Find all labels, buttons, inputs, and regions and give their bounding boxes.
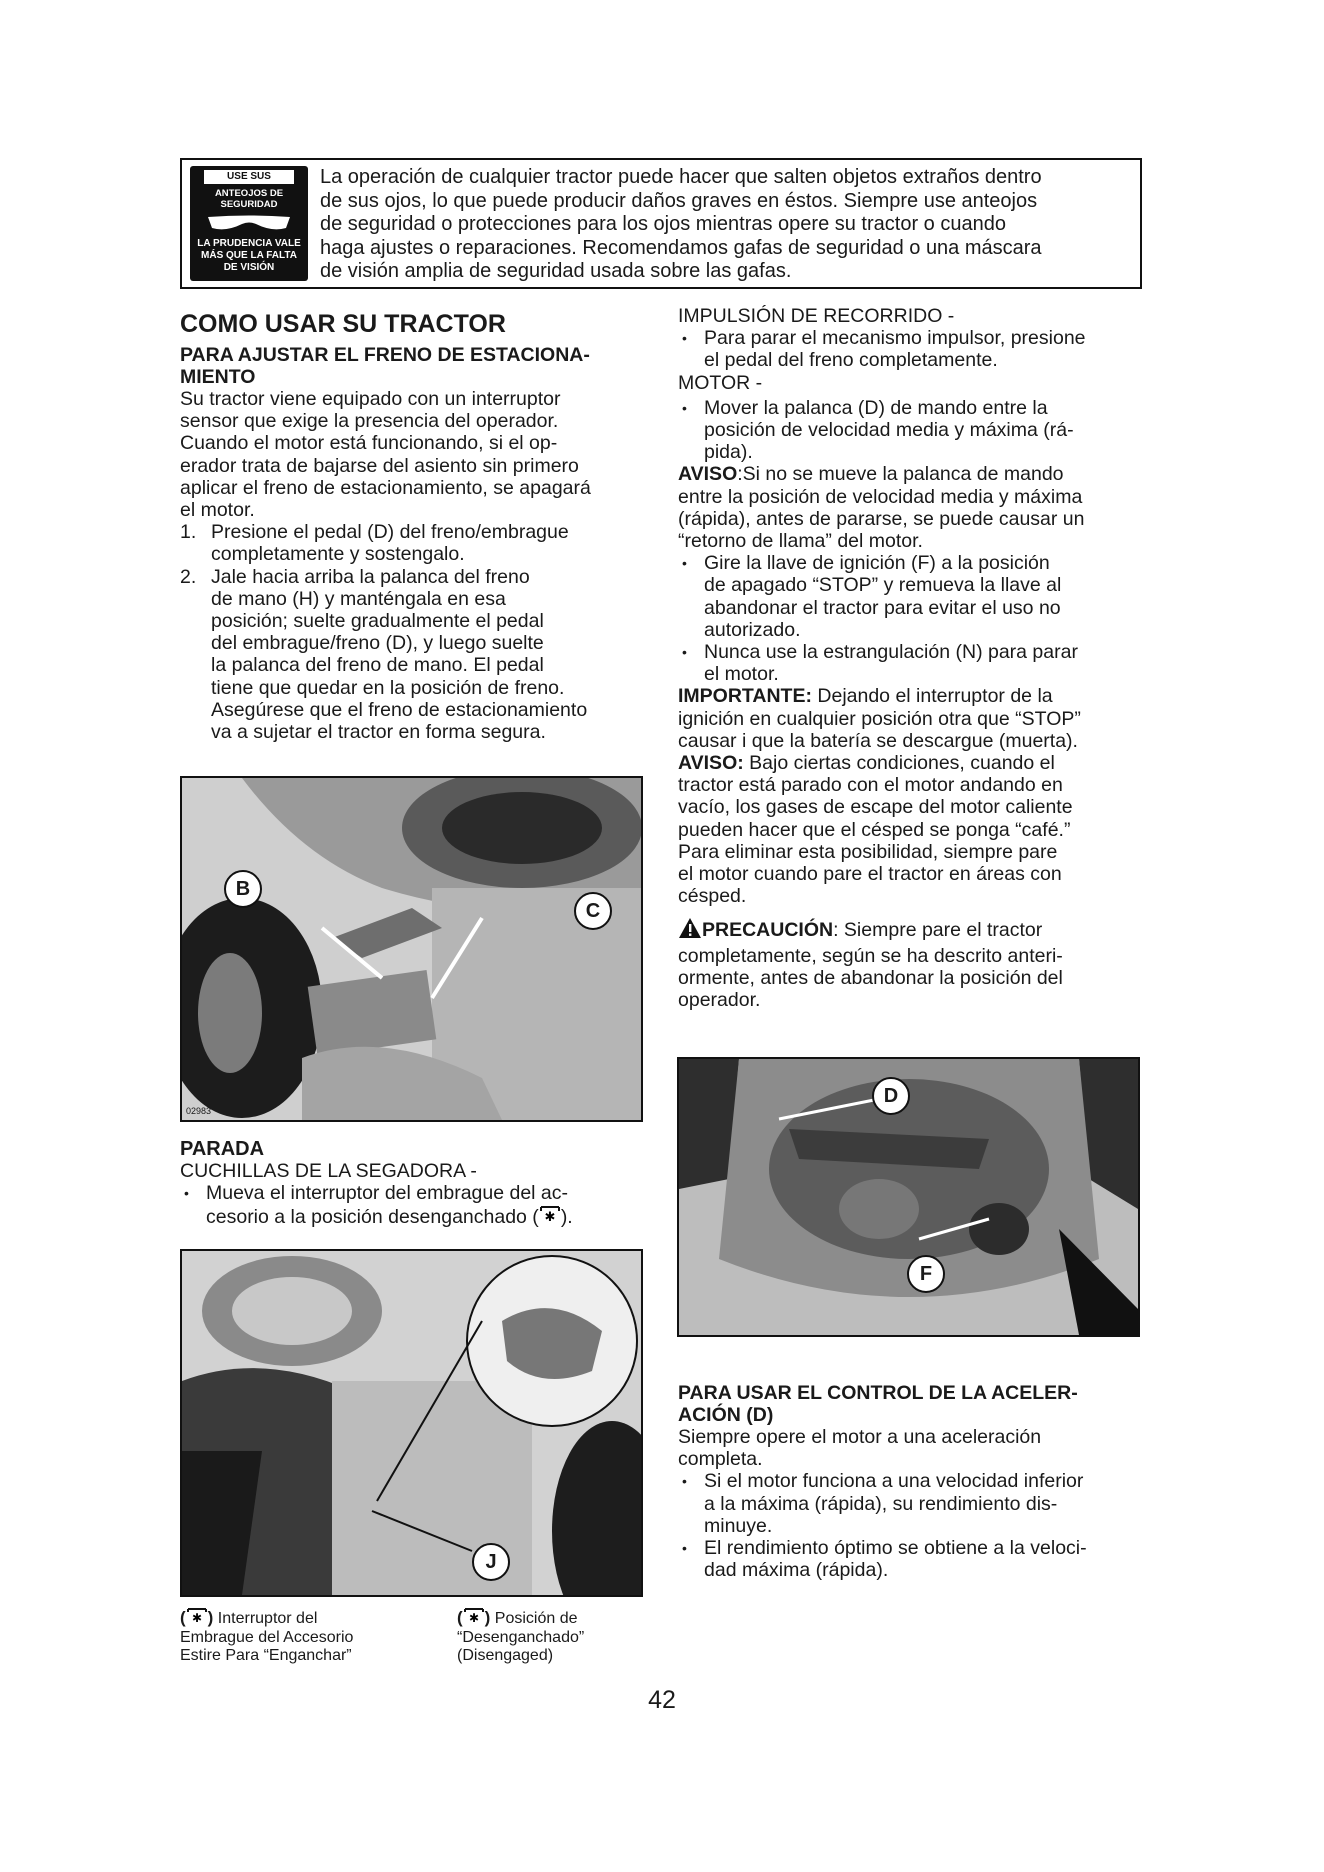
right-column xyxy=(678,305,1144,1011)
brake-intro xyxy=(180,388,645,521)
safety-icon-bottom: LA PRUDENCIA VALE MÁS QUE LA FALTA DE VISIÓN xyxy=(197,238,301,273)
motor-label: MOTOR - xyxy=(678,371,763,394)
intro-line: aplicar el freno de estacionamiento, se apagará xyxy=(180,476,591,499)
bullet-line: a la máxima (rápida), su rendimiento dis- xyxy=(704,1492,1058,1515)
bullet-line: dad máxima (rápida). xyxy=(704,1559,889,1582)
bullet-line: • Gire la llave de ignición (F) a la posición xyxy=(704,552,1050,575)
pto-disengaged-caption-icon: ( ✱ ) xyxy=(457,1608,491,1627)
aviso-line: Bajo ciertas condiciones, cuando el xyxy=(743,752,1055,775)
bullet-line: posición de velocidad media y máxima (rá- xyxy=(704,419,1074,442)
precaucion-line: operador. xyxy=(678,989,761,1012)
warning-line: La operación de cualquier tractor puede hacer que salten objetos extraños dentro xyxy=(320,166,1042,188)
bullet-line: • Mueva el interruptor del embrague del ac- xyxy=(206,1182,569,1205)
caption-disengaged xyxy=(457,1607,677,1666)
intro-line: Siempre opere el motor a una aceleración xyxy=(678,1426,1042,1448)
safety-warning-box xyxy=(180,158,1142,289)
brake-steps xyxy=(180,521,645,743)
heading-line: ACIÓN (D) xyxy=(678,1404,774,1426)
parada-title: PARADA xyxy=(180,1138,265,1160)
ignition-figure xyxy=(677,1057,1140,1337)
bullet-line: • El rendimiento óptimo se obtiene a la veloci- xyxy=(704,1537,1087,1560)
safety-icon-top: USE SUS xyxy=(204,170,294,184)
bullet-line: pida). xyxy=(704,441,753,464)
step-line: posición; suelte gradualmente el pedal xyxy=(211,610,544,633)
bullet-line: • Nunca use la estrangulación (N) para parar xyxy=(704,641,1078,664)
stop-bullet xyxy=(678,641,1144,685)
aceleracion-list xyxy=(678,1470,1144,1581)
warning-text xyxy=(320,166,1135,284)
aviso-line: “retorno de llama” del motor. xyxy=(678,530,923,553)
svg-text:✱: ✱ xyxy=(191,1611,202,1623)
intro-line: el motor. xyxy=(180,499,255,522)
motor-list xyxy=(678,397,1144,464)
brake-heading-line: PARA AJUSTAR EL FRENO DE ESTACIONA- xyxy=(180,344,590,366)
intro-line: completa. xyxy=(678,1448,763,1471)
page-number: 42 xyxy=(648,1686,676,1714)
bullet-line: • Mover la palanca (D) de mando entre la xyxy=(704,396,1048,419)
importante-label: IMPORTANTE: xyxy=(678,685,812,708)
precaucion-line: ormente, antes de abandonar la posición del xyxy=(678,966,1063,989)
step-line: la palanca del freno de mano. El pedal xyxy=(211,654,544,677)
aceleracion-bullet xyxy=(678,1470,1144,1537)
caption-line: Estire Para “Enganchar” xyxy=(180,1647,352,1664)
bullet-line: cesorio a la posición desenganchado ( xyxy=(206,1205,539,1228)
warning-line: de visión amplia de seguridad usada sobre las gafas. xyxy=(320,260,792,282)
aviso-line: el motor cuando pare el tractor en áreas con xyxy=(678,863,1062,886)
heading-line: PARA USAR EL CONTROL DE LA ACELER- xyxy=(678,1382,1078,1404)
aceleracion-section xyxy=(678,1382,1144,1581)
aviso-label: AVISO: xyxy=(678,752,744,775)
stop-bullet xyxy=(678,552,1144,641)
precaucion-label: PRECAUCIÓN xyxy=(702,919,834,942)
glasses-icon xyxy=(206,214,292,232)
bullet-line: abandonar el tractor para evitar el uso no xyxy=(704,596,1061,619)
aviso-2 xyxy=(678,752,1144,907)
aviso-line: tractor está parado con el motor andando en xyxy=(678,774,1063,797)
step-line: tiene que quedar en la posición de freno. xyxy=(211,676,565,699)
bullet-line: autorizado. xyxy=(704,618,801,641)
brake-figure xyxy=(180,776,643,1122)
intro-line: Su tractor viene equipado con un interruptor xyxy=(180,388,561,410)
importante-line: causar i que la batería se descargue (muerta). xyxy=(678,729,1078,752)
impulsion-label: IMPULSIÓN DE RECORRIDO - xyxy=(678,305,955,327)
step-line: del embrague/freno (D), y luego suelte xyxy=(211,632,544,655)
bullet-line: minuye. xyxy=(704,1514,773,1537)
aviso-line: :Si no se mueve la palanca de mando xyxy=(737,463,1064,486)
step-line: va a sujetar el tractor en forma segura. xyxy=(211,721,546,744)
aviso-line: césped. xyxy=(678,885,747,908)
aviso-line: Para eliminar esta posibilidad, siempre pare xyxy=(678,840,1058,863)
caption-pull-to-engage xyxy=(180,1607,410,1666)
warning-line: de sus ojos, lo que puede producir daños graves en éstos. Siempre use anteojos xyxy=(320,189,1038,212)
impulsion-bullet xyxy=(678,327,1144,371)
tractor-dash-illustration xyxy=(182,1251,641,1595)
aviso-1 xyxy=(678,463,1144,552)
caption-line: (Disengaged) xyxy=(457,1647,554,1664)
step-line: completamente y sostengalo. xyxy=(211,543,465,566)
callout-j: J xyxy=(472,1543,510,1581)
pto-disengaged-icon xyxy=(539,1205,561,1229)
aceleracion-intro xyxy=(678,1426,1144,1470)
aceleracion-bullet xyxy=(678,1537,1144,1581)
svg-text:✱: ✱ xyxy=(468,1611,479,1623)
cuchillas-label: CUCHILLAS DE LA SEGADORA - xyxy=(180,1160,477,1183)
safety-icon-mid: ANTEOJOS DE SEGURIDAD xyxy=(214,188,284,210)
caption-line: Embrague del Accesorio xyxy=(180,1628,354,1646)
pto-engage-icon: ( ✱ ) xyxy=(180,1608,214,1627)
aviso-line: (rápida), antes de pararse, se puede causar un xyxy=(678,507,1085,530)
pto-figure xyxy=(180,1249,643,1597)
cuchillas-bullet xyxy=(180,1182,645,1228)
callout-d: D xyxy=(872,1077,910,1115)
aviso-line: vacío, los gases de escape del motor caliente xyxy=(678,796,1073,819)
caption-line: Posición de xyxy=(494,1610,578,1627)
callout-b: B xyxy=(224,870,262,908)
impulsion-list xyxy=(678,327,1144,371)
step-line: Asegúrese que el freno de estacionamiento xyxy=(211,698,588,721)
left-column xyxy=(180,310,645,743)
warning-triangle-icon xyxy=(678,917,702,944)
intro-line: sensor que exige la presencia del operador. xyxy=(180,410,559,433)
aceleracion-heading xyxy=(678,1382,1144,1426)
brake-step xyxy=(180,566,645,744)
step-line: de mano (H) y manténgala en esa xyxy=(211,587,506,610)
brake-heading xyxy=(180,344,645,388)
cuchillas-list xyxy=(180,1182,645,1228)
importante-line: Dejando el interruptor de la xyxy=(811,685,1053,708)
bullet-line: el pedal del freno completamente. xyxy=(704,349,998,372)
brake-step xyxy=(180,521,645,565)
aviso-line: entre la posición de velocidad media y máxima xyxy=(678,485,1083,508)
caption-line: “Desenganchado” xyxy=(457,1628,585,1646)
svg-text:✱: ✱ xyxy=(544,1209,556,1223)
precaucion xyxy=(678,917,1144,1011)
aviso-label: AVISO xyxy=(678,463,738,486)
bullet-line-end: ). xyxy=(560,1205,573,1228)
parada-section xyxy=(180,1138,645,1229)
bullet-line: • Para parar el mecanismo impulsor, presione xyxy=(704,327,1086,350)
step-number: 1. xyxy=(180,521,197,544)
motor-bullet xyxy=(678,397,1144,464)
figure-id: 02983 xyxy=(186,1106,212,1116)
callout-c: C xyxy=(574,892,612,930)
intro-line: erador trata de bajarse del asiento sin primero xyxy=(180,454,579,477)
precaucion-line: completamente, según se ha descrito anteri- xyxy=(678,944,1063,967)
tractor-brake-illustration xyxy=(182,778,641,1120)
safety-glasses-icon xyxy=(190,166,308,281)
aviso-line: pueden hacer que el césped se ponga “café.” xyxy=(678,818,1071,841)
bullet-line: de apagado “STOP” y remueva la llave al xyxy=(704,574,1062,597)
step-line: Presione el pedal (D) del freno/embrague xyxy=(211,521,569,544)
caption-line: Interruptor del xyxy=(217,1610,318,1627)
step-line: Jale hacia arriba la palanca del freno xyxy=(211,565,530,588)
step-number: 2. xyxy=(180,565,197,588)
brake-heading-line: MIENTO xyxy=(180,366,256,388)
intro-line: Cuando el motor está funcionando, si el op- xyxy=(180,432,558,455)
importante xyxy=(678,685,1144,752)
warning-line: haga ajustes o reparaciones. Recomendamos gafas de seguridad o una máscara xyxy=(320,236,1042,259)
bullet-line: • Si el motor funciona a una velocidad inferior xyxy=(704,1470,1084,1493)
precaucion-line: : Siempre pare el tractor xyxy=(833,919,1043,942)
callout-f: F xyxy=(907,1255,945,1293)
warning-line: de seguridad o protecciones para los ojos mientras opere su tractor o cuando xyxy=(320,213,1006,235)
importante-line: ignición en cualquier posición otra que “STOP” xyxy=(678,707,1081,730)
section-title: COMO USAR SU TRACTOR xyxy=(180,310,506,338)
bullet-line: el motor. xyxy=(704,663,779,686)
stop-list xyxy=(678,552,1144,685)
